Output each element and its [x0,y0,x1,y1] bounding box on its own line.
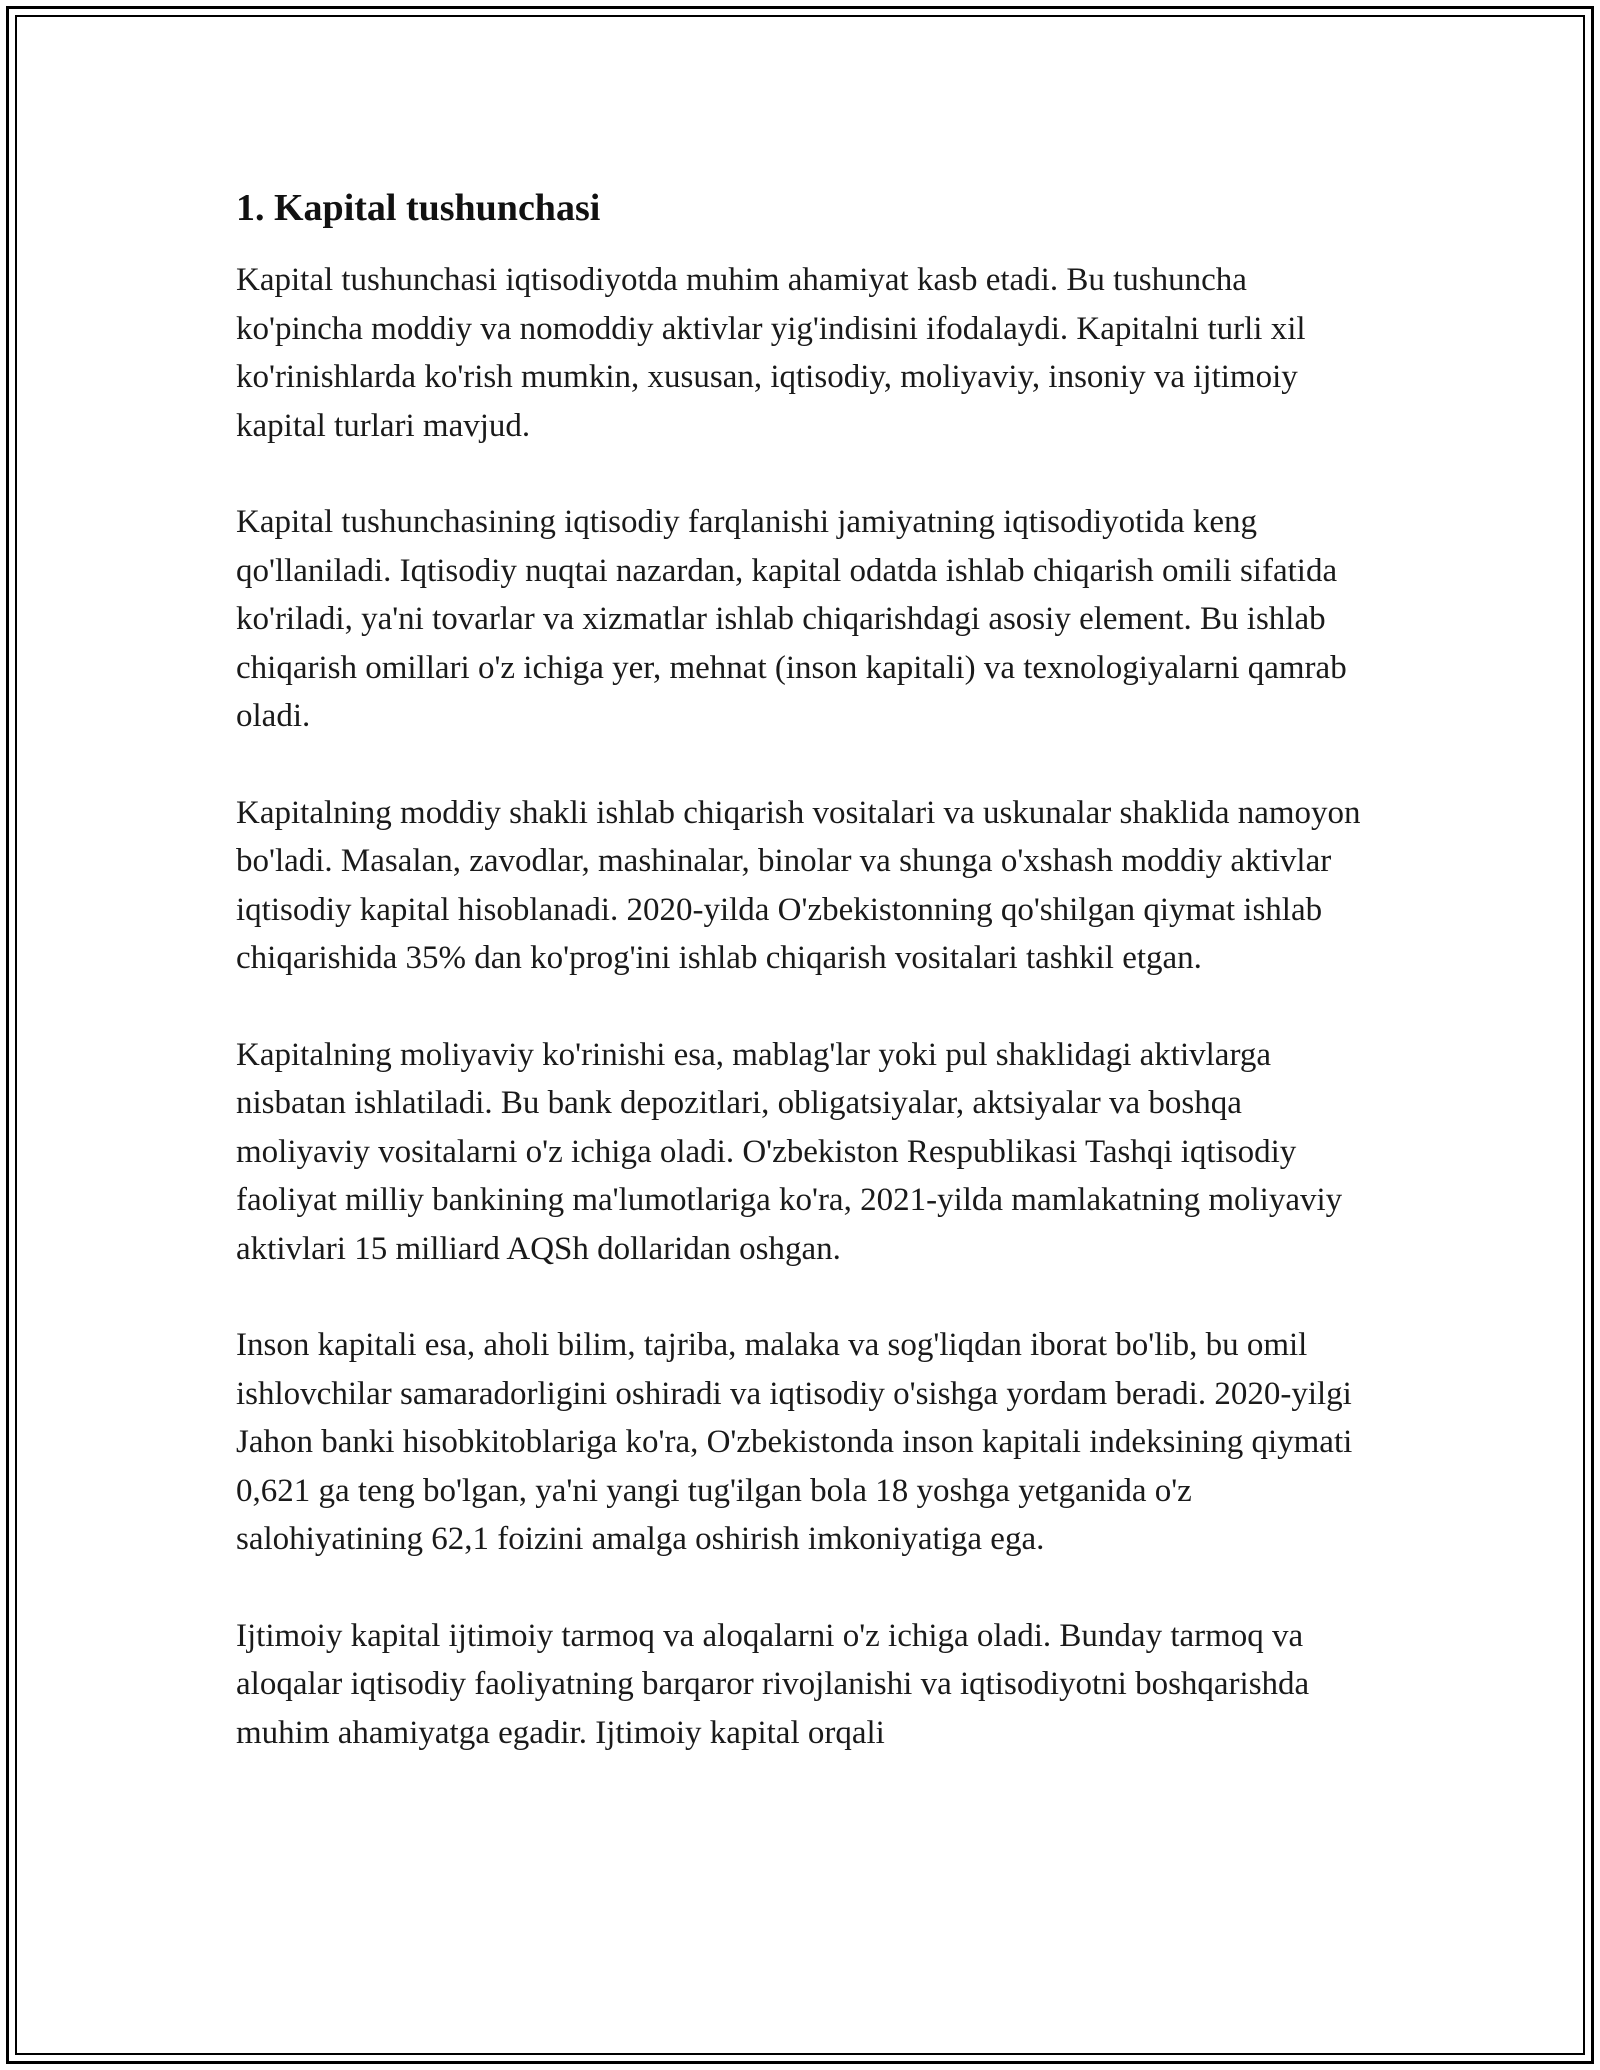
paragraph-financial-capital: Kapitalning moliyaviy ko'rinishi esa, mablag'lar yoki pul shaklidagi aktivlarga nisbatan ishlatiladi. Bu bank depozitlari, obligatsiyalar, aktsiyalar va boshqa moliyaviy vositalarni o'z ichiga oladi. O'zbekiston Respublikasi Tashqi iqtisodiy faoliyat milliy bankining ma'lumotlariga ko'ra, 2021-yilda mamlakatning moliyaviy aktivlari 15 milliard AQSh dollaridan oshgan. [236,1036,1343,1267]
section-heading: 1. Kapital tushunchasi [236,187,601,229]
paragraph-human-capital: Inson kapitali esa, aholi bilim, tajriba, malaka va sog'liqdan iborat bo'lib, bu omil ishlovchilar samaradorligini oshiradi va iqtisodiy o'sishga yordam beradi. 2020-yilgi Jahon banki hisobkitoblariga ko'ra, O'zbekistonda inson kapitali indeksining qiymati 0,621 ga teng bo'lgan, ya'ni yangi tug'ilgan bola 18 yoshga yetganida o'z salohiyatining 62,1 foizini amalga oshirish imkoniyatiga ega. [236,1327,1353,1557]
paragraph-economic-capital: Kapital tushunchasining iqtisodiy farqlanishi jamiyatning iqtisodiyotida keng qo'llaniladi. Iqtisodiy nuqtai nazardan, kapital odatda ishlab chiqarish omili sifatida ko'riladi, ya'ni tovarlar va xizmatlar ishlab chiqarishdagi asosiy element. Bu ishlab chiqarish omillari o'z ichiga yer, mehnat (inson kapitali) va texnologiyalarni qamrab oladi. [236,504,1347,734]
paragraph-social-capital: Ijtimoiy kapital ijtimoiy tarmoq va aloqalarni o'z ichiga oladi. Bunday tarmoq va aloqalar iqtisodiy faoliyatning barqaror rivojlanishi va iqtisodiyotni boshqarishda muhim ahamiyatga egadir. Ijtimoiy kapital orqali [236,1617,1310,1751]
paragraph-capital-definition: Kapital tushunchasi iqtisodiyotda muhim ahamiyat kasb etadi. Bu tushuncha ko'pincha moddiy va nomoddiy aktivlar yig'indisini ifodalaydi. Kapitalni turli xil ko'rinishlarda ko'rish mumkin, xususan, iqtisodiy, moliyaviy, insoniy va ijtimoiy kapital turlari mavjud. [236,262,1306,444]
document-body [236,184,1376,1757]
paragraph-physical-capital: Kapitalning moddiy shakli ishlab chiqarish vositalari va uskunalar shaklida namoyon bo'ladi. Masalan, zavodlar, mashinalar, binolar va shunga o'xshash moddiy aktivlar iqtisodiy kapital hisoblanadi. 2020-yilda O'zbekistonning qo'shilgan qiymat ishlab chiqarishida 35% dan ko'prog'ini ishlab chiqarish vositalari tashkil etgan. [236,794,1361,976]
